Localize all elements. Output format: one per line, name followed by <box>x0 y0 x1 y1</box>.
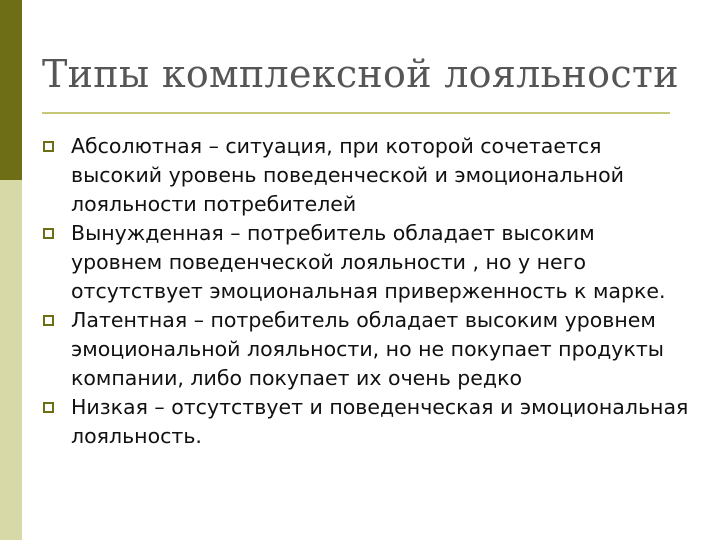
bullet-text: Вынужденная – потребитель обладает высоким уровнем поведенческой лояльности , но у него отсутствует эмоциональная приверженность к марке. <box>71 221 666 303</box>
slide-title: Типы комплексной лояльности <box>42 52 679 96</box>
bullet-item-low <box>42 393 692 451</box>
bullet-item-latent <box>42 306 692 393</box>
bullet-text: Латентная – потребитель обладает высоким уровнем эмоциональной лояльности, но не покупает продукты компании, либо покупает их очень редко <box>71 308 664 390</box>
hollow-square-bullet-icon <box>43 402 54 413</box>
title-underline <box>42 112 670 114</box>
bullet-text: Низкая – отсутствует и поведенческая и эмоциональная лояльность. <box>71 395 689 448</box>
bullet-item-absolute <box>42 132 692 219</box>
bullet-item-forced <box>42 219 692 306</box>
hollow-square-bullet-icon <box>43 315 54 326</box>
hollow-square-bullet-icon <box>43 228 54 239</box>
sidebar-accent-light <box>0 180 22 540</box>
sidebar-accent-dark <box>0 0 22 180</box>
bullet-text: Абсолютная – ситуация, при которой сочетается высокий уровень поведенческой и эмоциональной лояльности потребителей <box>71 134 624 216</box>
bullet-list <box>42 132 692 451</box>
hollow-square-bullet-icon <box>43 141 54 152</box>
